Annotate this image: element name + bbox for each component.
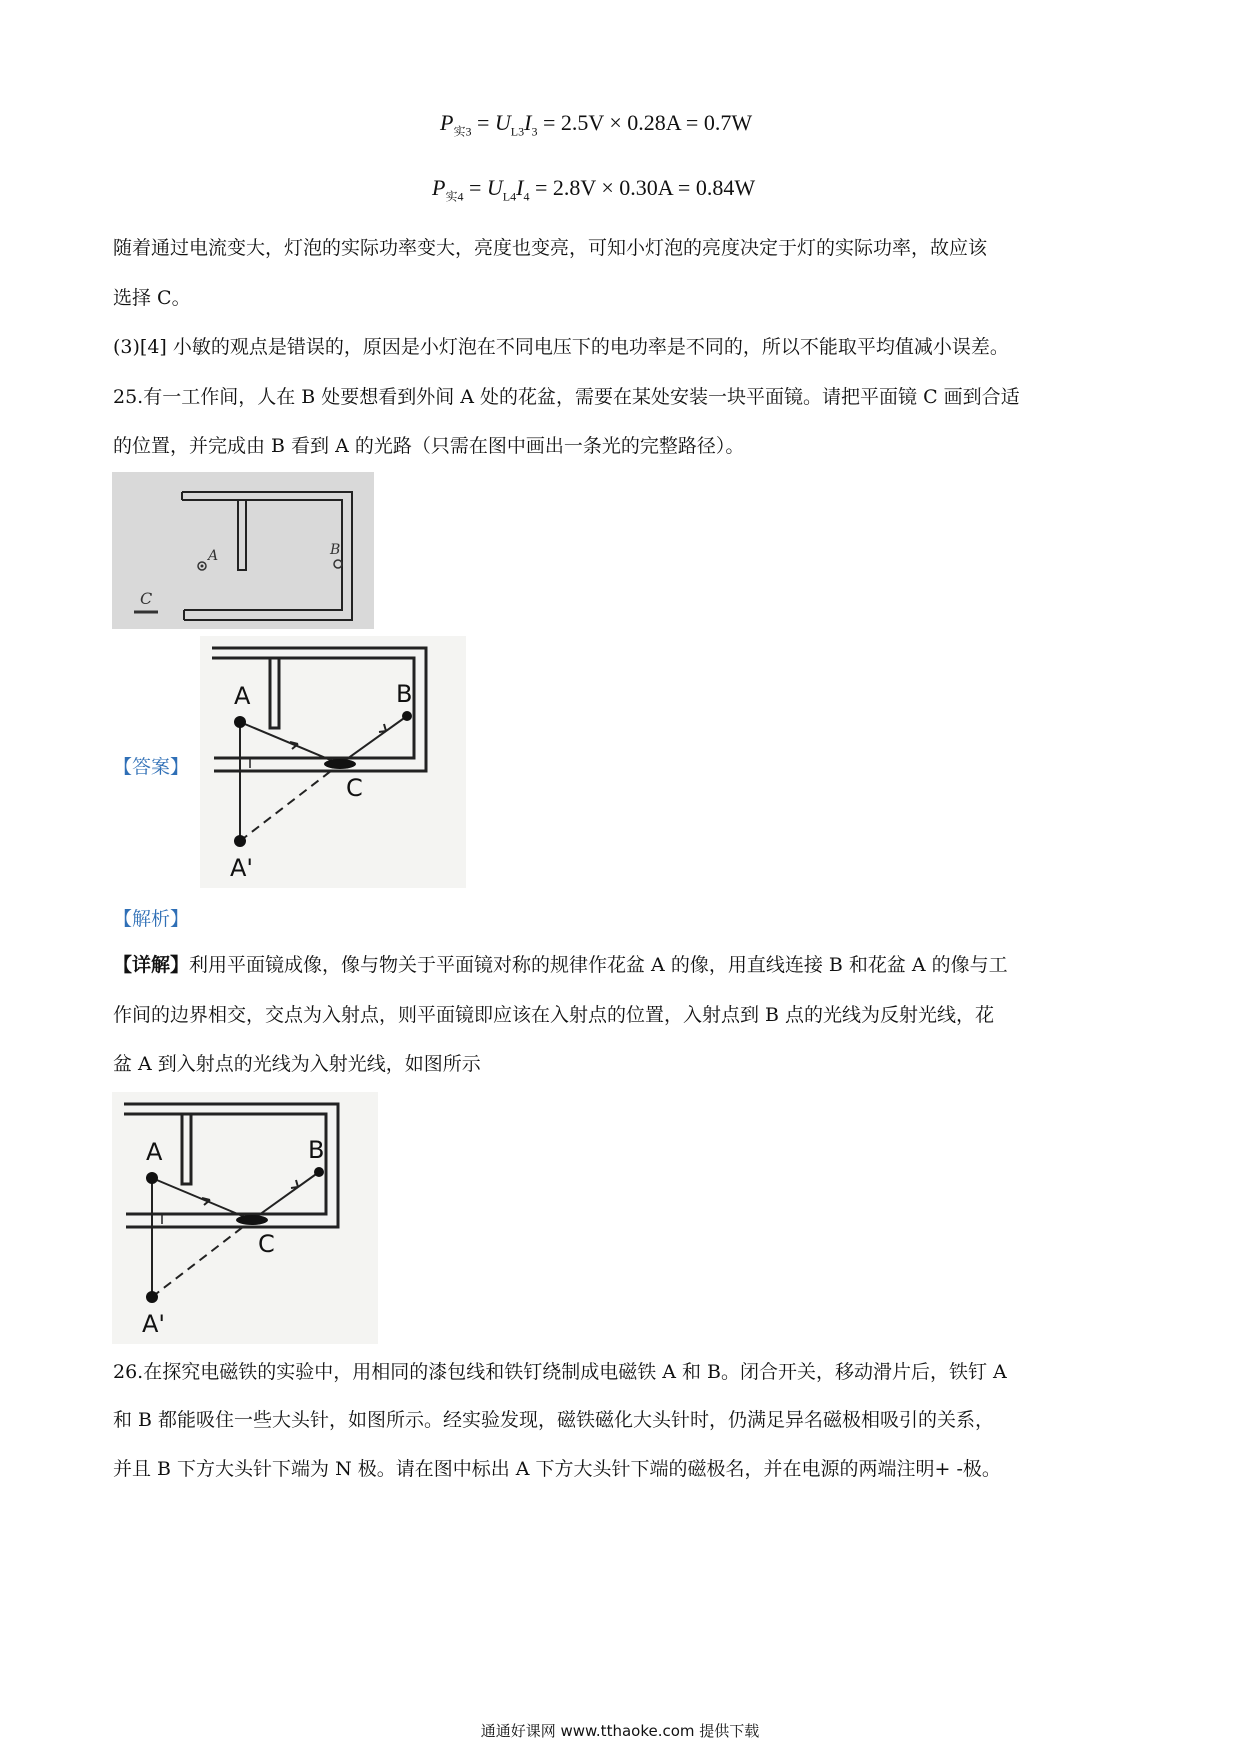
label-a: A (146, 1138, 163, 1166)
label-a-prime: A' (142, 1310, 166, 1338)
label-a-prime: A' (230, 854, 254, 882)
label-b: B (396, 680, 413, 708)
question-25-line: 25.有一工作间，人在 B 处要想看到外间 A 处的花盆，需要在某处安装一块平面镜。请把平面镜 C 画到合适 (113, 386, 1020, 408)
answer-diagram (200, 636, 466, 888)
point-a-dot (146, 1172, 158, 1184)
label-b: B (308, 1136, 325, 1164)
question-26-line: 和 B 都能吸住一些大头针，如图所示。经实验发现，磁铁磁化大头针时，仍满足异名磁极相吸引的关系， (113, 1409, 995, 1431)
label-c: C (140, 589, 153, 608)
paragraph-line: (3)[4] 小敏的观点是错误的，原因是小灯泡在不同电压下的电功率是不同的，所以不能取平均值减小误差。 (113, 336, 1009, 358)
page-footer: 通通好课网 www.tthaoke.com 提供下载 (480, 1722, 760, 1740)
analysis-label: 【解析】 (113, 908, 190, 930)
detail-label: 【详解】 (113, 954, 190, 976)
point-a-dot (234, 716, 246, 728)
answer-label: 【答案】 (113, 756, 190, 778)
question-25-figure (112, 472, 374, 629)
formula-power-3: $P_{实3} = U_{L3}I_3 = 2.5V \times 0.28A = 0.7W$ (440, 110, 753, 139)
label-c: C (346, 774, 363, 802)
point-b-dot (314, 1167, 324, 1177)
question-26-line: 26.在探究电磁铁的实验中，用相同的漆包线和铁钉绕制成电磁铁 A 和 B。闭合开关，移动滑片后，铁钉 A (113, 1361, 1007, 1383)
formula-power-4: $P_{实4} = U_{L4}I_4 = 2.8V \times 0.30A = 0.84W$ (432, 175, 756, 204)
mirror-c (324, 759, 356, 769)
question-26-line: 并且 B 下方大头针下端为 N 极。请在图中标出 A 下方大头针下端的磁极名，并在电源的两端注明+ -极。 (113, 1458, 1001, 1480)
point-a-prime-dot (234, 835, 246, 847)
detail-line: 作间的边界相交，交点为入射点，则平面镜即应该在入射点的位置，入射点到 B 点的光线为反射光线，花 (113, 1004, 995, 1026)
question-25-line: 的位置，并完成由 B 看到 A 的光路（只需在图中画出一条光的完整路径）。 (113, 435, 745, 457)
label-a: A (208, 548, 219, 564)
detail-line: 【详解】利用平面镜成像，像与物关于平面镜对称的规律作花盆 A 的像，用直线连接 B 和花盆 A 的像与工 (113, 954, 1008, 976)
label-a: A (234, 682, 251, 710)
question-25-diagram (112, 472, 374, 629)
paragraph-line: 选择 C。 (113, 287, 191, 309)
label-b: B (330, 542, 341, 558)
mirror-c (236, 1215, 268, 1225)
paragraph-line: 随着通过电流变大，灯泡的实际功率变大，亮度也变亮，可知小灯泡的亮度决定于灯的实际功率，故应该 (113, 237, 988, 259)
detail-line: 盆 A 到入射点的光线为入射光线，如图所示 (113, 1053, 481, 1075)
label-c: C (258, 1230, 275, 1258)
answer-figure (200, 636, 466, 888)
detail-diagram (112, 1092, 378, 1344)
point-a-prime-dot (146, 1291, 158, 1303)
detail-figure (112, 1092, 378, 1344)
point-b-dot (402, 711, 412, 721)
